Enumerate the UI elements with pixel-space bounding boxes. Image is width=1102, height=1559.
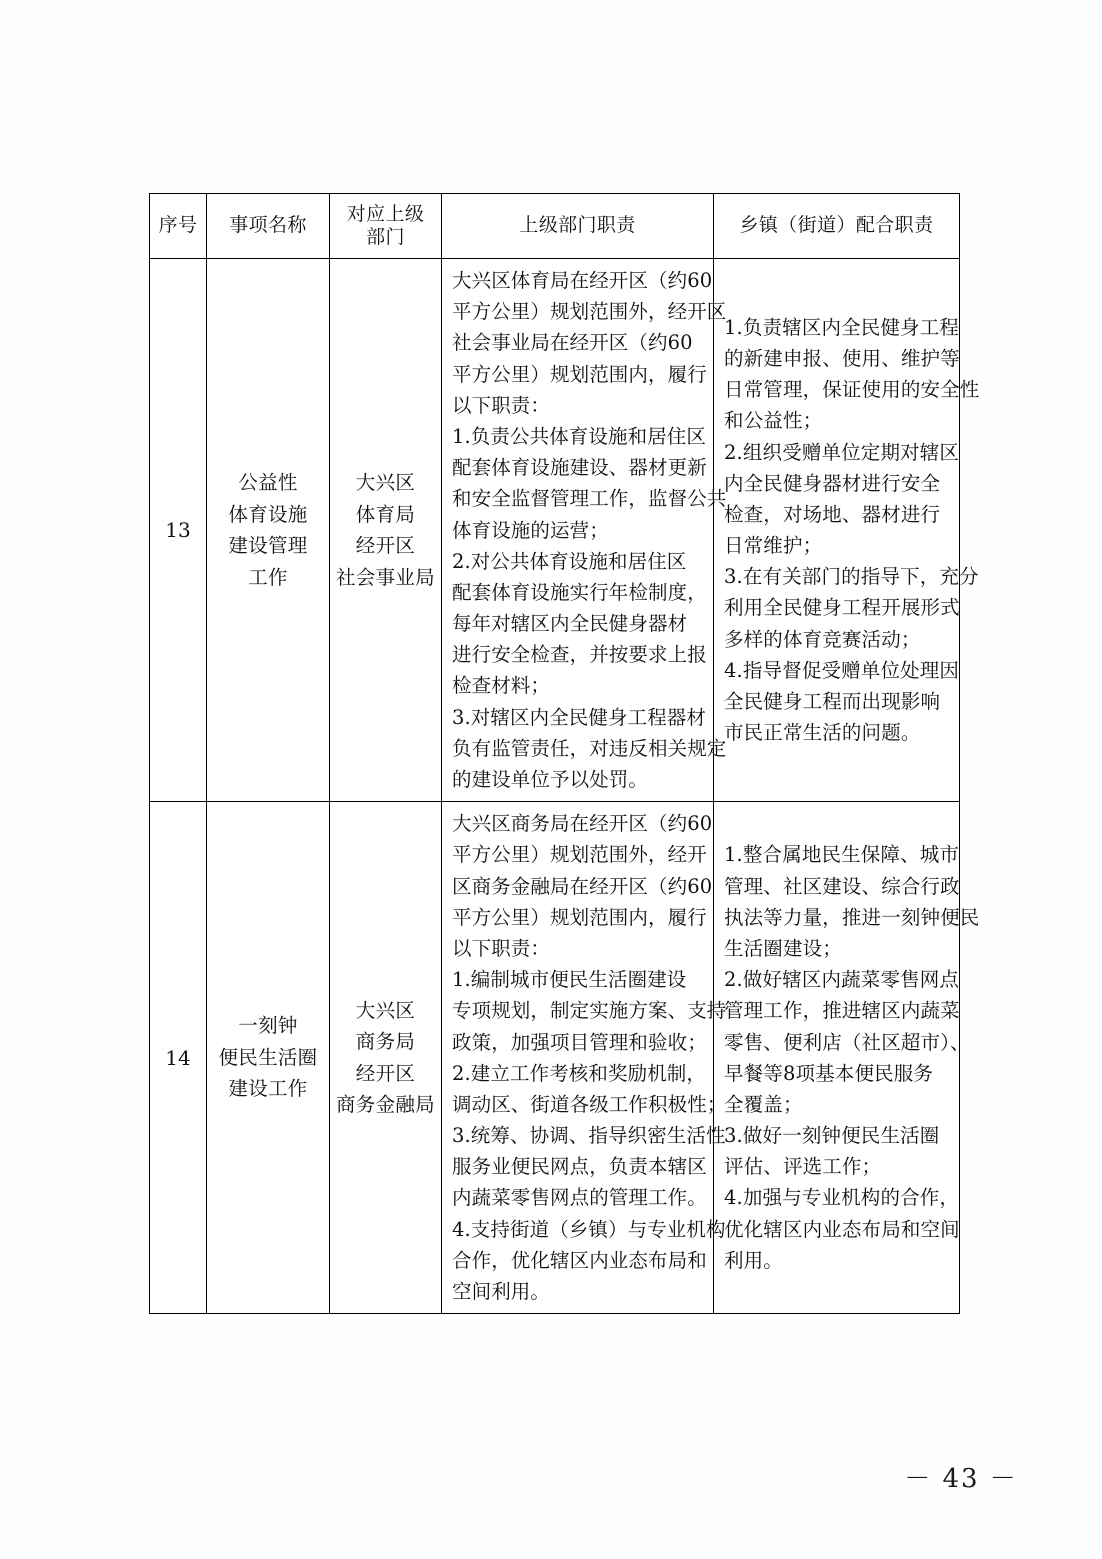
- text-line: 2.对公共体育设施和居住区: [452, 549, 687, 573]
- header-label-township-coop: 乡镇（街道）配合职责: [739, 214, 934, 237]
- text-line: 区商务金融局在经开区（约60: [452, 874, 713, 898]
- text-line: 政策，加强项目管理和验收；: [452, 1030, 707, 1054]
- text-line: 平方公里）规划范围外，经开区: [452, 300, 727, 324]
- text-line: 社会事业局在经开区（约60: [452, 331, 693, 355]
- header-cell-township-coop: [714, 194, 960, 259]
- text-line: 3.对辖区内全民健身工程器材: [452, 705, 707, 729]
- text-line: 和安全监督管理工作，监督公共: [452, 487, 727, 511]
- text-line: 3.统筹、协调、指导织密生活性: [452, 1124, 726, 1148]
- cell-upper-duty: [442, 259, 727, 802]
- text-line: 商务局: [355, 1030, 416, 1054]
- text-line: 商务金融局: [335, 1093, 435, 1117]
- text-line: 检查材料；: [452, 674, 551, 698]
- text-line: 大兴区商务局在经开区（约60: [452, 812, 713, 836]
- text-line: 平方公里）规划范围内，履行: [452, 362, 707, 386]
- table-header-row: [150, 194, 960, 259]
- text-line: 服务业便民网点，负责本辖区: [452, 1155, 707, 1179]
- text-line: 日常管理，保证使用的安全性: [724, 378, 980, 402]
- text-line: 4.支持街道（乡镇）与专业机构: [452, 1217, 726, 1241]
- text-line: 调动区、街道各级工作积极性；: [452, 1092, 727, 1116]
- text-line: 经开区: [355, 1061, 416, 1085]
- text-line: 空间利用。: [452, 1280, 551, 1303]
- header-label-upper-duty: 上级部门职责: [519, 214, 636, 237]
- text-line: 3.在有关部门的指导下，充分: [724, 565, 979, 589]
- cell-serial-number: 14: [150, 802, 207, 1314]
- text-line: 一刻钟: [238, 1014, 298, 1038]
- header-label-item-name: 事项名称: [229, 214, 307, 237]
- text-line: 配套体育设施实行年检制度，: [452, 580, 707, 604]
- text-line: 进行安全检查，并按要求上报: [452, 643, 707, 667]
- text-line: 体育设施: [228, 502, 308, 526]
- cell-upper-dept: [330, 802, 442, 1314]
- text-line: 建设工作: [228, 1077, 308, 1101]
- table-body: [150, 259, 980, 1314]
- cell-township-coop: [714, 259, 980, 802]
- text-line: 以下职责：: [452, 936, 551, 960]
- text-line: 工作: [248, 565, 288, 589]
- text-line: 体育设施的运营；: [452, 518, 609, 542]
- text-line: 内蔬菜零售网点的管理工作。: [452, 1186, 707, 1210]
- header-cell-item-name: [207, 194, 330, 259]
- text-line: 生活圈建设；: [724, 936, 842, 960]
- cell-serial-number: 13: [150, 259, 207, 802]
- text-line: 全民健身工程而出现影响: [724, 690, 941, 714]
- text-line: 和公益性；: [724, 409, 823, 433]
- text-line: 利用。: [724, 1248, 783, 1272]
- text-line: 早餐等8项基本便民服务: [724, 1061, 934, 1085]
- table-row: [150, 802, 960, 1314]
- text-line: 配套体育设施建设、器材更新: [452, 456, 707, 480]
- text-line: 4.指导督促受赠单位处理因: [724, 658, 960, 682]
- text-line: 2.组织受赠单位定期对辖区: [724, 440, 960, 464]
- text-line: 大兴区体育局在经开区（约60: [452, 269, 713, 292]
- cell-upper-duty: [442, 802, 727, 1314]
- text-line: 建设管理: [228, 534, 308, 558]
- text-line: 每年对辖区内全民健身器材: [452, 612, 688, 636]
- text-line: 管理工作，推进辖区内蔬菜: [724, 999, 960, 1023]
- text-line: 合作，优化辖区内业态布局和: [452, 1248, 707, 1272]
- text-line: 的新建申报、使用、维护等: [724, 346, 960, 370]
- text-line: 1.负责辖区内全民健身工程: [724, 315, 960, 339]
- text-line: 1.负责公共体育设施和居住区: [452, 424, 707, 448]
- text-line: 公益性: [238, 470, 298, 494]
- text-line: 零售、便利店（社区超市）、: [724, 1030, 970, 1054]
- text-line: 执法等力量，推进一刻钟便民: [724, 905, 980, 929]
- text-line: 优化辖区内业态布局和空间: [724, 1217, 960, 1241]
- page-number-label: － 43 －: [904, 1464, 1018, 1494]
- page-footer: [0, 1458, 1102, 1495]
- header-label-upper-dept-line2: 部门: [366, 226, 405, 248]
- cell-item-name: [207, 259, 330, 802]
- text-line: 管理、社区建设、综合行政: [724, 874, 960, 898]
- text-line: 2.做好辖区内蔬菜零售网点: [724, 968, 960, 992]
- text-line: 市民正常生活的问题。: [724, 721, 921, 745]
- text-line: 社会事业局: [335, 565, 435, 589]
- text-line: 便民生活圈: [218, 1045, 318, 1069]
- text-line: 大兴区: [355, 470, 416, 494]
- text-line: 以下职责：: [452, 393, 551, 417]
- text-line: 体育局: [355, 502, 416, 526]
- text-line: 1.整合属地民生保障、城市: [724, 843, 960, 867]
- header-label-serial: 序号: [158, 214, 198, 237]
- text-line: 的建设单位予以处罚。: [452, 768, 649, 791]
- text-line: 内全民健身器材进行安全: [724, 471, 941, 495]
- cell-upper-dept: [330, 259, 442, 802]
- table-row: [150, 259, 960, 802]
- text-line: 经开区: [355, 534, 416, 558]
- cell-township-coop: [714, 802, 980, 1314]
- responsibility-table: [149, 193, 980, 1314]
- cell-item-name: [207, 802, 330, 1314]
- text-line: 日常维护；: [724, 534, 823, 558]
- table-header: [150, 194, 960, 259]
- header-cell-serial: [150, 194, 207, 259]
- text-line: 负有监管责任，对违反相关规定: [452, 736, 727, 760]
- header-cell-upper-duty: [442, 194, 714, 259]
- text-line: 2.建立工作考核和奖励机制，: [452, 1061, 707, 1085]
- text-line: 检查，对场地、器材进行: [724, 502, 941, 526]
- text-line: 利用全民健身工程开展形式: [724, 596, 960, 620]
- text-line: 1.编制城市便民生活圈建设: [452, 968, 687, 992]
- text-line: 全覆盖；: [724, 1092, 803, 1116]
- text-line: 大兴区: [355, 998, 416, 1022]
- header-cell-upper-dept: [330, 194, 442, 259]
- text-line: 4.加强与专业机构的合作，: [724, 1186, 960, 1210]
- text-line: 平方公里）规划范围外，经开: [452, 843, 707, 867]
- text-line: 多样的体育竞赛活动；: [724, 627, 921, 651]
- header-label-upper-dept-line1: 对应上级: [346, 202, 425, 225]
- text-line: 评估、评选工作；: [724, 1155, 882, 1179]
- text-line: 专项规划，制定实施方案、支持: [452, 999, 727, 1023]
- text-line: 平方公里）规划范围内，履行: [452, 905, 707, 929]
- text-line: 3.做好一刻钟便民生活圈: [724, 1124, 940, 1148]
